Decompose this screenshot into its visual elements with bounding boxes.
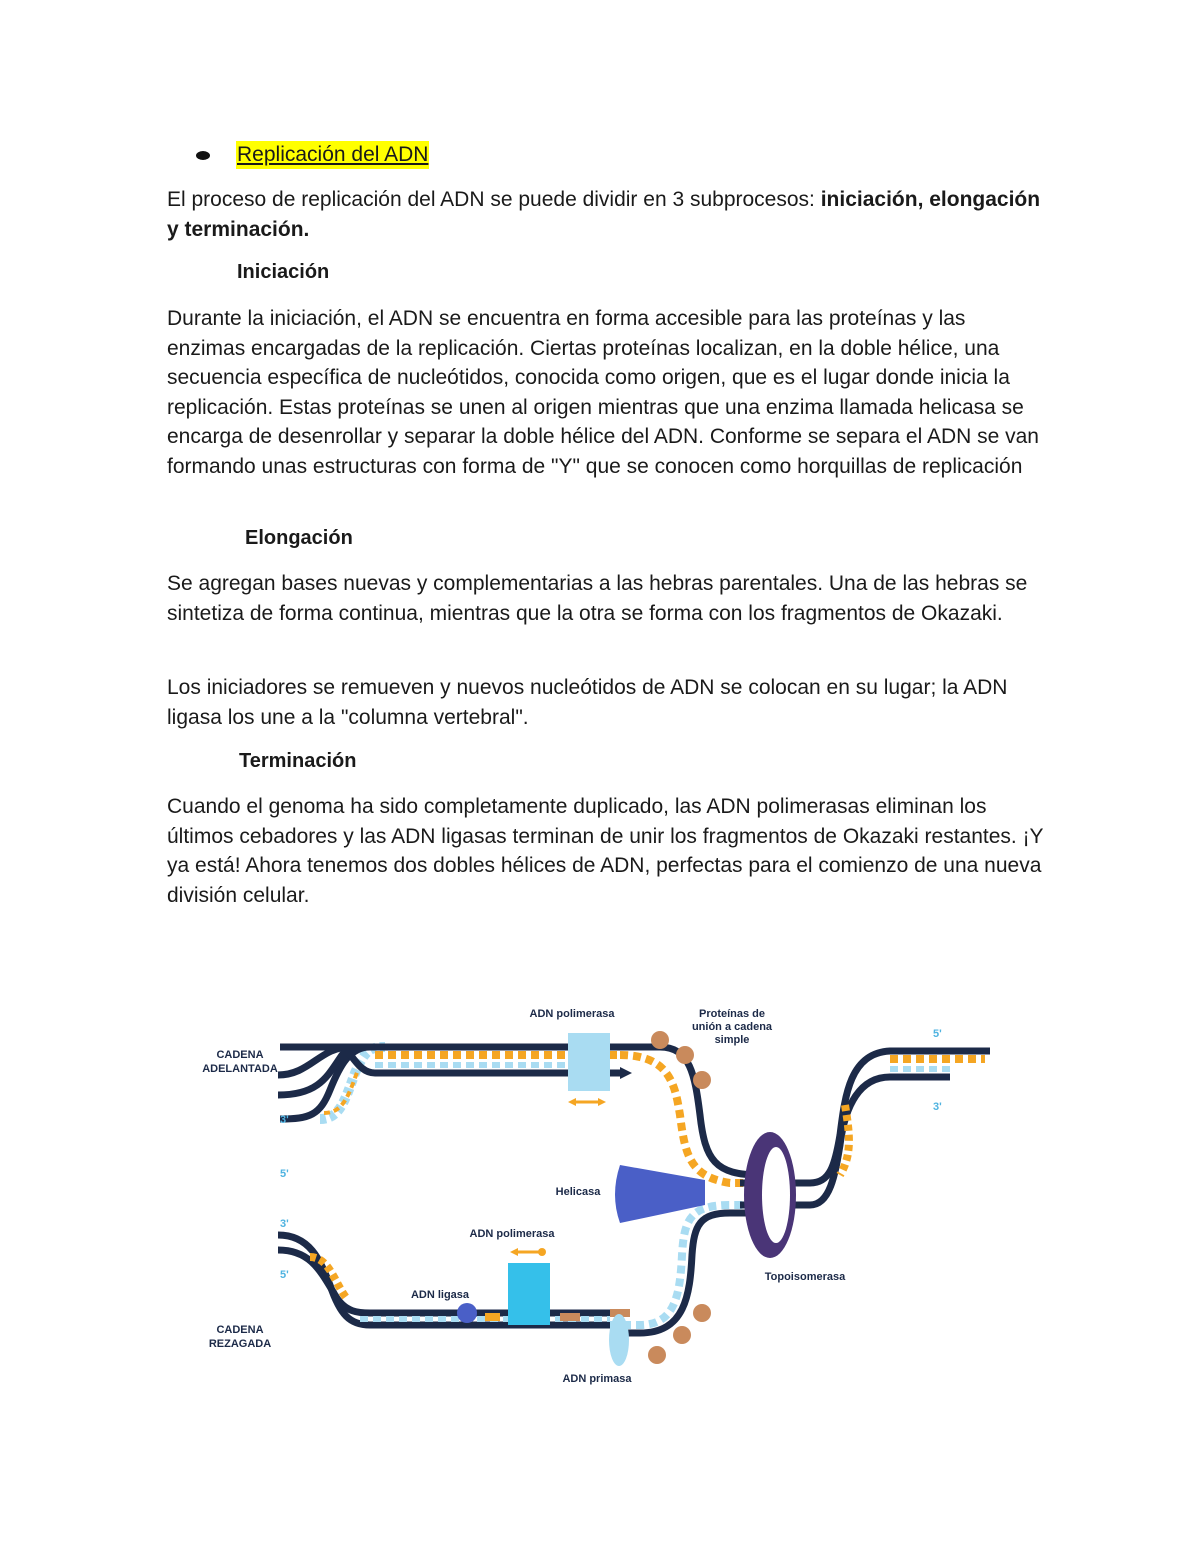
leading-strand-label-1: CADENA: [216, 1049, 264, 1061]
ssb-label-3: simple: [714, 1034, 750, 1046]
paragraph-elongacion-2: Los iniciadores se remueven y nuevos nucleótidos de ADN se colocan en su lugar; la ADN ligasa los une a la "columna vertebral".: [167, 676, 1008, 729]
lagging-strand-label-2: REZAGADA: [208, 1338, 272, 1350]
intro-paragraph: [167, 185, 1047, 244]
paragraph-iniciacion: Durante la iniciación, el ADN se encuentra en forma accesible para las proteínas y las enzimas encargadas de la replicación. Ciertas proteínas localizan, en la doble hélice, una secuencia específica de nucleótidos, conocida como origen, que es el lugar donde inicia la replicación. Estas proteínas se unen al origen mientras que una enzima llamada helicasa se encarga de desenrollar y separar la doble hélice del ADN. Conforme se separa el ADN se van formando unas estructuras con forma de "Y" que se conocen como horquillas de replicación: [167, 307, 1039, 478]
ligase-icon: [457, 1303, 477, 1323]
leading-fork-bases: [620, 1055, 750, 1183]
end-3-left-top: 3': [280, 1114, 289, 1126]
paragraph-terminacion: Cuando el genoma ha sido completamente duplicado, las ADN polimerasas eliminan los últimos cebadores y las ADN ligasas terminan de unir los fragmentos de Okazaki restantes. ¡Y ya está! Ahora tenemos dos dobles hélices de ADN, perfectas para el comienzo de una nueva división celular.: [167, 795, 1044, 907]
lagging-strand-label-1: CADENA: [216, 1324, 264, 1336]
heading-elongacion: Elongación: [245, 527, 353, 549]
ssb-label-1: Proteínas de: [698, 1008, 766, 1020]
paragraph-elongacion-1: Se agregan bases nuevas y complementarias a las hebras parentales. Una de las hebras se sintetiza de forma continua, mientras que la otra se forma con los fragmentos de Okazaki.: [167, 572, 1028, 625]
leading-arrow-icon: [620, 1067, 632, 1079]
ssb-label-2: unión a cadena: [691, 1021, 773, 1033]
ligase-label: ADN ligasa: [410, 1289, 470, 1301]
leading-strand-label-2: ADELANTADA: [202, 1063, 278, 1075]
end-3-right: 3': [933, 1101, 942, 1113]
intro-bold-text: iniciación, elongación y terminación.: [167, 188, 1041, 241]
end-5-right: 5': [933, 1028, 942, 1040]
primase-icon: [609, 1314, 629, 1366]
lagging-daughter-backbone: [278, 1250, 610, 1313]
heading-iniciacion: Iniciación: [237, 261, 330, 283]
primase-label: ADN primasa: [562, 1373, 632, 1385]
polymerase-top-label: ADN polimerasa: [529, 1008, 615, 1020]
end-5-left-bottom: 5': [280, 1269, 289, 1281]
polymerase-top-icon: [568, 1033, 610, 1091]
page-title: Replicación del ADN: [236, 141, 429, 169]
end-5-left-top: 5': [280, 1168, 289, 1180]
replication-fork-diagram: [170, 995, 1000, 1395]
polymerase-bottom-icon: [508, 1263, 550, 1325]
topoisomerase-label: Topoisomerasa: [764, 1271, 846, 1283]
bullet-icon: [196, 151, 210, 160]
title-row: [196, 138, 429, 172]
intro-text: El proceso de replicación del ADN se puede dividir en 3 subprocesos:: [167, 188, 821, 211]
heading-terminacion: Terminación: [239, 750, 357, 772]
end-3-left-bottom: 3': [280, 1218, 289, 1230]
lagging-parent-backbone: [610, 1213, 770, 1333]
topoisomerase-hole: [762, 1147, 790, 1243]
polymerase-bottom-label: ADN polimerasa: [469, 1228, 555, 1240]
helicase-label: Helicasa: [555, 1186, 601, 1198]
